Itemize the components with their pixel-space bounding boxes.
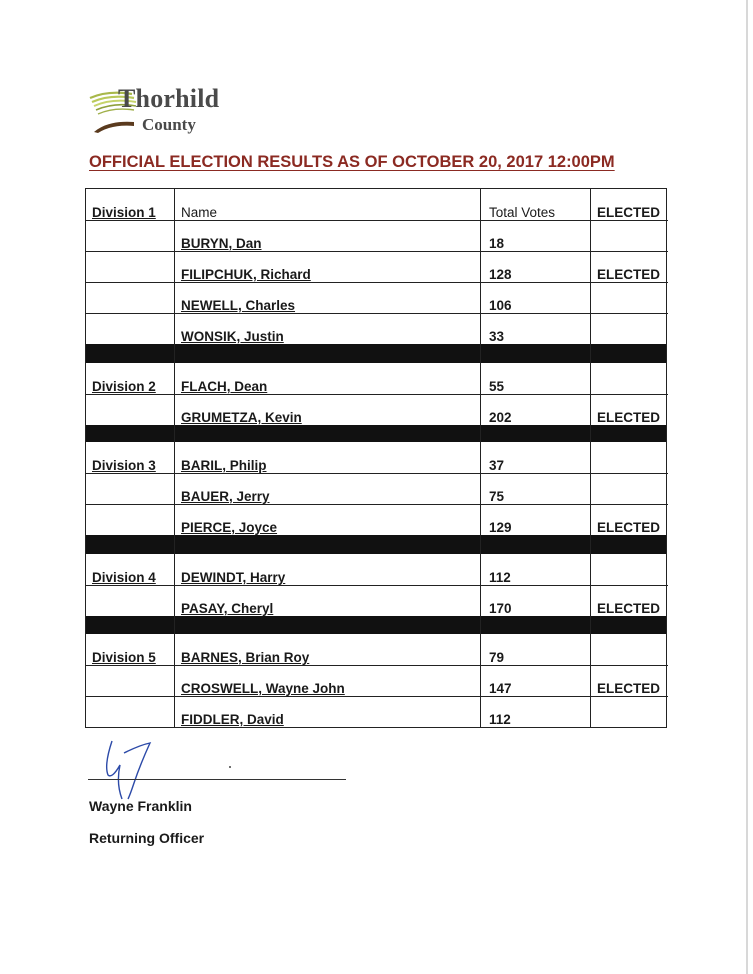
votes-cell [481, 313, 591, 344]
votes-cell [481, 442, 591, 473]
division-cell [86, 504, 175, 535]
candidate-name: NEWELL, Charles [181, 298, 296, 313]
candidate-name: BARNES, Brian Roy [181, 650, 310, 665]
header-division-label: Division 1 [92, 205, 156, 220]
votes-cell [481, 696, 591, 727]
handwritten-signature [100, 735, 170, 801]
elected-status: ELECTED [597, 520, 661, 535]
vote-count: 112 [489, 570, 511, 585]
vote-count: 37 [489, 458, 505, 473]
name-cell [175, 220, 481, 251]
signatory-role: Returning Officer [89, 830, 205, 846]
division-cell [86, 473, 175, 504]
name-cell [175, 634, 481, 665]
vote-count: 75 [489, 489, 505, 504]
division-label: Division 2 [92, 379, 156, 394]
logo-subtitle: County [142, 115, 196, 134]
votes-cell [481, 394, 591, 425]
header-name-label: Name [181, 205, 218, 220]
table-row [86, 554, 666, 585]
candidate-name: DEWINDT, Harry [181, 570, 286, 585]
candidate-name: BAUER, Jerry [181, 489, 270, 504]
table-row [86, 282, 666, 313]
name-cell [175, 363, 481, 394]
division-cell [86, 220, 175, 251]
votes-cell [481, 665, 591, 696]
elected-status: ELECTED [597, 267, 661, 282]
division-cell [86, 442, 175, 473]
vote-count: 33 [489, 329, 505, 344]
elected-cell [591, 634, 668, 665]
candidate-name: GRUMETZA, Kevin [181, 410, 302, 425]
elected-status: ELECTED [597, 681, 661, 696]
elected-cell [591, 585, 668, 616]
vote-count: 112 [489, 712, 511, 727]
logo-name: Thorhild [118, 84, 220, 113]
elected-cell [591, 696, 668, 727]
results-table [85, 188, 667, 728]
candidate-name: CROSWELL, Wayne John [181, 681, 345, 696]
candidate-name: BARIL, Philip [181, 458, 267, 473]
votes-cell [481, 251, 591, 282]
elected-cell [591, 363, 668, 394]
elected-cell [591, 394, 668, 425]
vote-count: 18 [489, 236, 505, 251]
table-row [86, 394, 666, 425]
division-cell [86, 665, 175, 696]
page-edge [746, 0, 748, 974]
table-row [86, 313, 666, 344]
name-cell [175, 394, 481, 425]
division-cell [86, 282, 175, 313]
header-division [86, 189, 175, 220]
vote-count: 202 [489, 410, 512, 425]
table-header-row [86, 189, 666, 220]
elected-status: ELECTED [597, 410, 661, 425]
votes-cell [481, 473, 591, 504]
votes-cell [481, 554, 591, 585]
name-cell [175, 554, 481, 585]
elected-cell [591, 251, 668, 282]
vote-count: 170 [489, 601, 512, 616]
vote-count: 55 [489, 379, 505, 394]
votes-cell [481, 504, 591, 535]
vote-count: 128 [489, 267, 512, 282]
header-total-votes [481, 189, 591, 220]
candidate-name: FILIPCHUK, Richard [181, 267, 311, 282]
name-cell [175, 665, 481, 696]
name-cell [175, 251, 481, 282]
division-cell [86, 394, 175, 425]
header-name [175, 189, 481, 220]
section-separator [86, 535, 666, 554]
elected-cell [591, 554, 668, 585]
elected-cell [591, 665, 668, 696]
candidate-name: WONSIK, Justin [181, 329, 284, 344]
vote-count: 106 [489, 298, 512, 313]
table-row [86, 696, 666, 727]
table-row [86, 634, 666, 665]
name-cell [175, 313, 481, 344]
ink-dot [229, 766, 231, 768]
name-cell [175, 473, 481, 504]
header-elected-label: ELECTED [597, 205, 661, 220]
name-cell [175, 585, 481, 616]
candidate-name: BURYN, Dan [181, 236, 262, 251]
elected-cell [591, 442, 668, 473]
division-cell [86, 696, 175, 727]
votes-cell [481, 634, 591, 665]
table-row [86, 220, 666, 251]
vote-count: 79 [489, 650, 505, 665]
votes-cell [481, 282, 591, 313]
division-label: Division 4 [92, 570, 156, 585]
elected-cell [591, 473, 668, 504]
signature-line [88, 779, 346, 780]
name-cell [175, 504, 481, 535]
candidate-name: PASAY, Cheryl [181, 601, 274, 616]
name-cell [175, 282, 481, 313]
division-cell [86, 585, 175, 616]
section-separator [86, 344, 666, 363]
section-separator [86, 425, 666, 442]
table-row [86, 665, 666, 696]
header-elected [591, 189, 668, 220]
candidate-name: FLACH, Dean [181, 379, 268, 394]
county-logo [88, 84, 248, 140]
elected-cell [591, 282, 668, 313]
vote-count: 147 [489, 681, 512, 696]
name-cell [175, 696, 481, 727]
elected-cell [591, 313, 668, 344]
division-cell [86, 554, 175, 585]
header-total-votes-label: Total Votes [489, 205, 556, 220]
division-cell [86, 251, 175, 282]
candidate-name: PIERCE, Joyce [181, 520, 278, 535]
name-cell [175, 442, 481, 473]
division-label: Division 5 [92, 650, 156, 665]
votes-cell [481, 363, 591, 394]
page-title: OFFICIAL ELECTION RESULTS AS OF OCTOBER 20, 2017 12:00PM [89, 153, 615, 171]
section-separator [86, 616, 666, 634]
elected-cell [591, 220, 668, 251]
table-row [86, 251, 666, 282]
division-label: Division 3 [92, 458, 156, 473]
table-row [86, 585, 666, 616]
candidate-name: FIDDLER, David [181, 712, 284, 727]
table-row [86, 442, 666, 473]
elected-cell [591, 504, 668, 535]
table-row [86, 473, 666, 504]
votes-cell [481, 585, 591, 616]
table-row [86, 363, 666, 394]
signatory-name: Wayne Franklin [89, 798, 192, 814]
division-cell [86, 313, 175, 344]
vote-count: 129 [489, 520, 512, 535]
votes-cell [481, 220, 591, 251]
division-cell [86, 363, 175, 394]
table-row [86, 504, 666, 535]
division-cell [86, 634, 175, 665]
elected-status: ELECTED [597, 601, 661, 616]
